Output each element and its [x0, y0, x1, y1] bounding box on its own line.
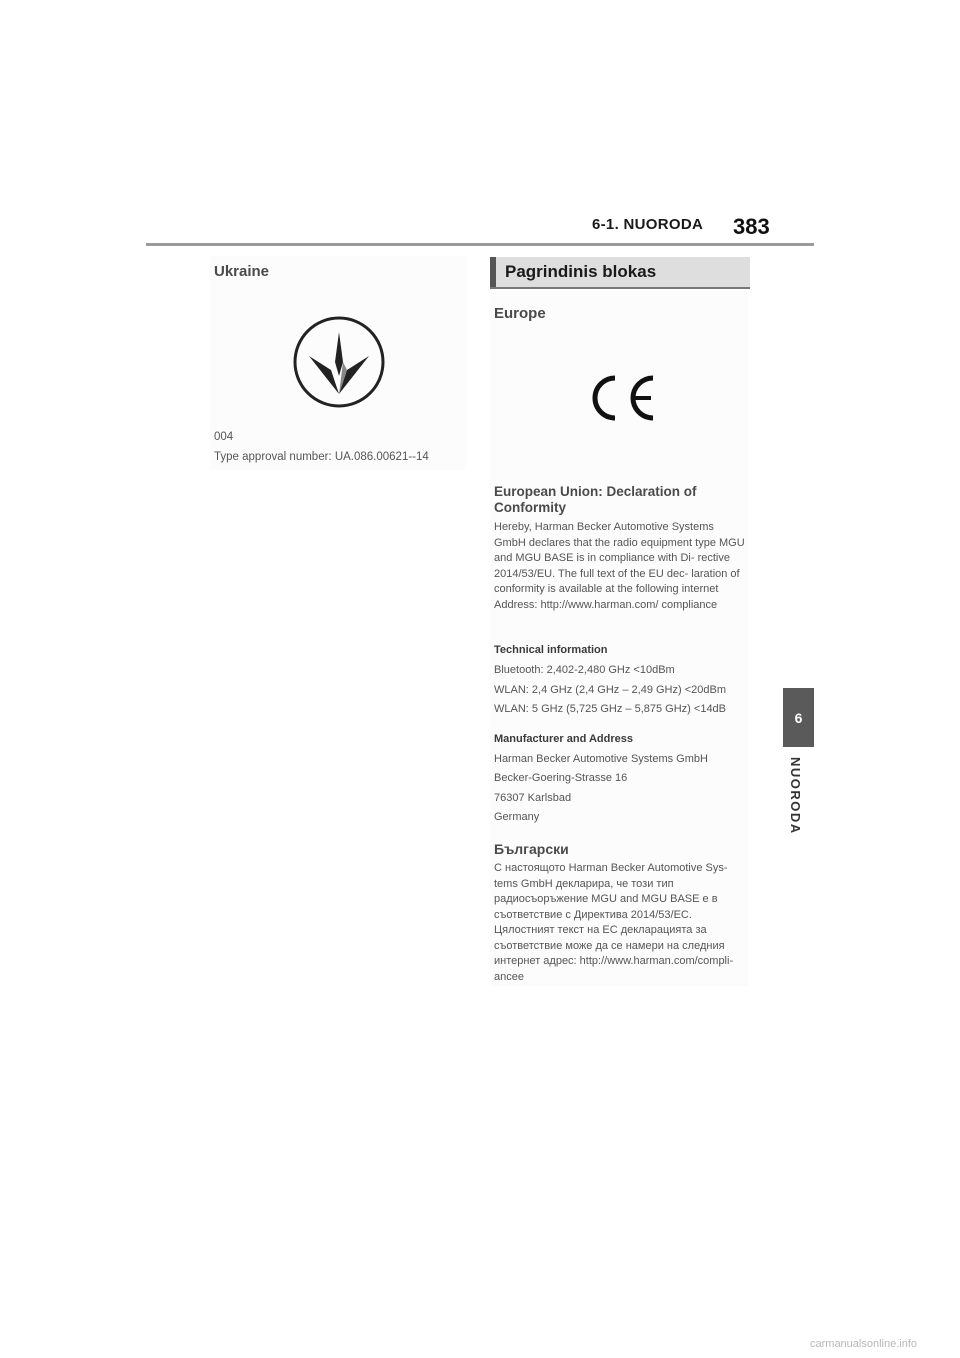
tech-line-bluetooth: Bluetooth: 2,402-2,480 GHz <10dBm	[494, 664, 675, 676]
manufacturer-country: Germany	[494, 811, 540, 823]
manufacturer-heading: Manufacturer and Address	[494, 733, 633, 745]
page-number: 383	[733, 214, 770, 239]
ukraine-heading: Ukraine	[214, 263, 270, 280]
manufacturer-street: Becker-Goering-Strasse 16	[494, 772, 628, 784]
manufacturer-city: 76307 Karlsbad	[494, 792, 572, 804]
section-header-accent	[490, 257, 496, 287]
tech-line-wlan-5: WLAN: 5 GHz (5,725 GHz – 5,875 GHz) <14dB	[494, 703, 727, 715]
approval-code: 004	[214, 431, 234, 443]
declaration-heading: European Union: Declaration of Conformity	[494, 484, 697, 515]
chapter-tab-number: 6	[783, 688, 814, 747]
section-title: Pagrindinis blokas	[505, 262, 657, 281]
watermark: carmanualsonline.info	[810, 1338, 918, 1350]
technical-info-heading: Technical information	[494, 644, 608, 656]
bulgarian-text: С настоящото Harman Becker Automotive Sys- tems GmbH декларира, че този тип радиосъоръжение MGU and MGU BASE е в съответствие с Директива 2014/53/ЕС. Цялостният текст на ЕС декларацията за съответствие може да се намери на следния интернет адрес: http://www.harman.com/compli- ancee	[494, 862, 734, 983]
type-approval-number: Type approval number: UA.086.00621--14	[214, 451, 429, 463]
section-header	[490, 257, 750, 289]
ukraine-conformity-mark-icon	[285, 314, 393, 410]
header-rule	[146, 243, 814, 246]
declaration-text: Hereby, Harman Becker Automotive Systems GmbH declares that the radio equipment type MGU and MGU BASE is in compliance with Di- rective 2014/53/EU. The full text of the EU dec- laration of conformity is available at the following internet Address: http://www.harman.com/ compliance	[494, 521, 745, 611]
chapter-tab-label: NUORODA	[788, 757, 803, 835]
europe-heading: Europe	[494, 305, 546, 322]
bulgarian-heading: Български	[494, 841, 569, 857]
manufacturer-name: Harman Becker Automotive Systems GmbH	[494, 753, 708, 765]
tech-line-wlan-24: WLAN: 2,4 GHz (2,4 GHz – 2,49 GHz) <20dBm	[494, 684, 726, 696]
chapter-title: 6-1. NUORODA	[592, 216, 704, 233]
ce-mark-icon	[585, 372, 657, 424]
